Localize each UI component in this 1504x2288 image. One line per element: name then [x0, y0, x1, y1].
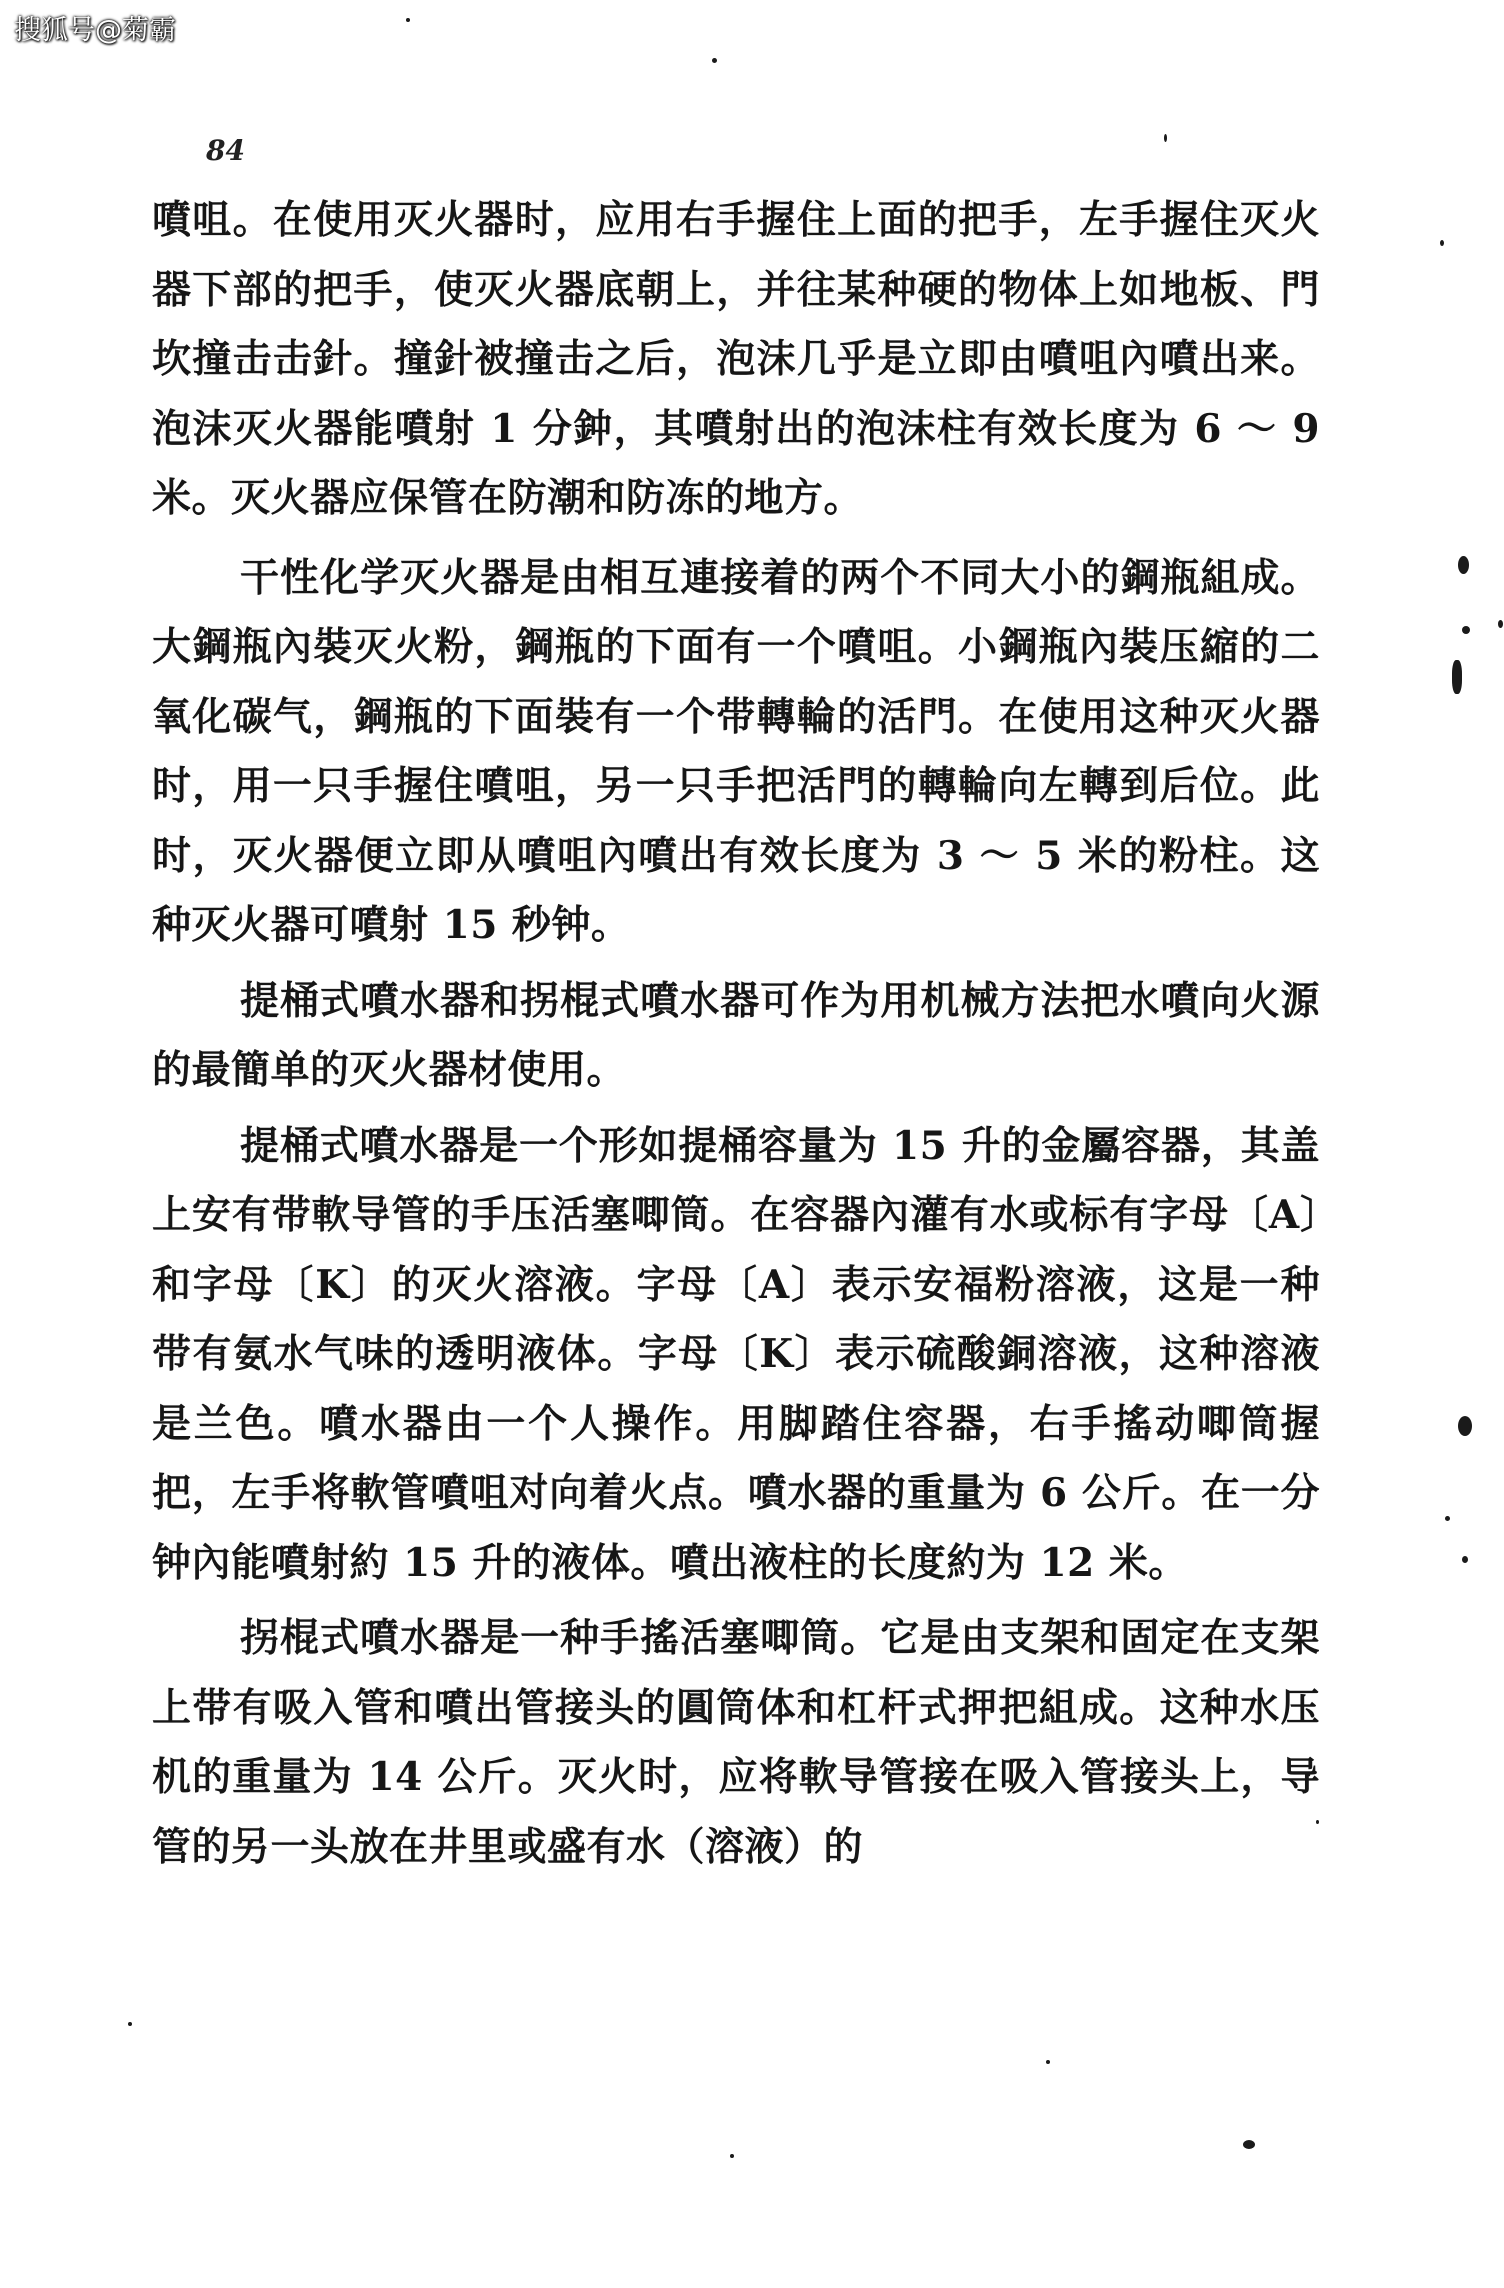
scan-speck	[1462, 1556, 1468, 1563]
paragraph-dry-chemical-extinguisher: 干性化学灭火器是由相互連接着的两个不同大小的鋼瓶組成。大鋼瓶內裝灭火粉，鋼瓶的下面有一个噴咀。小鋼瓶內裝压縮的二氧化碳气，鋼瓶的下面裝有一个带轉輪的活門。在使用这种灭火器时，用一只手握住噴咀，另一只手把活門的轉輪向左轉到后位。此时，灭火器便立即从噴咀內噴出有效长度为 3 ～ 5 米的粉柱。这种灭火器可噴射 15 秒钟。	[152, 554, 1320, 948]
paragraph-sprayers-intro: 提桶式噴水器和拐棍式噴水器可作为用机械方法把水噴向火源的最簡单的灭火器材使用。	[152, 977, 1320, 1093]
scan-speck	[1445, 1516, 1450, 1521]
scan-speck	[1452, 660, 1462, 694]
scan-speck	[1462, 626, 1470, 634]
scan-speck	[1046, 2060, 1050, 2064]
scan-speck	[730, 2154, 734, 2158]
scan-speck	[1164, 134, 1167, 142]
scan-speck	[1440, 240, 1444, 246]
scan-speck	[1458, 556, 1469, 574]
scan-speck	[406, 18, 410, 22]
paragraph-crutch-sprayer: 拐棍式噴水器是一种手搖活塞唧筒。它是由支架和固定在支架上带有吸入管和噴出管接头的圓筒体和杠杆式押把組成。这种水压机的重量为 14 公斤。灭火时，应将軟导管接在吸入管接头上，导管的另一头放在井里或盛有水（溶液）的	[152, 1615, 1320, 1870]
scan-speck	[1316, 1820, 1319, 1824]
scan-speck	[128, 2022, 132, 2026]
watermark: 搜狐号@菊霸	[14, 15, 176, 46]
paragraph-continued: 噴咀。在使用灭火器时，应用右手握住上面的把手，左手握住灭火器下部的把手，使灭火器底朝上，并往某种硬的物体上如地板、門坎撞击击針。撞針被撞击之后，泡沫几乎是立即由噴咀內噴出来。泡沫灭火器能噴射 1 分鈡，其噴射出的泡沫柱有效长度为 6 ～ 9 米。灭火器应保管在防潮和防冻的地方。	[152, 197, 1320, 521]
scan-speck	[1498, 620, 1503, 628]
scan-speck	[1243, 2140, 1255, 2149]
page-number: 84	[206, 134, 245, 167]
scan-speck	[1458, 1416, 1472, 1436]
document-body	[152, 186, 1320, 1882]
scan-speck	[712, 58, 717, 63]
paragraph-bucket-sprayer: 提桶式噴水器是一个形如提桶容量为 15 升的金屬容器，其盖上安有带軟导管的手压活塞唧筒。在容器內灌有水或标有字母〔A〕和字母〔K〕的灭火溶液。字母〔A〕表示安福粉溶液，这是一种带有氨水气味的透明液体。字母〔K〕表示硫酸銅溶液，这种溶液是兰色。噴水器由一个人操作。用脚踏住容器，右手搖动唧筒握把，左手将軟管噴咀对向着火点。噴水器的重量为 6 公斤。在一分钟內能噴射約 15 升的液体。噴出液柱的长度約为 12 米。	[152, 1122, 1320, 1586]
